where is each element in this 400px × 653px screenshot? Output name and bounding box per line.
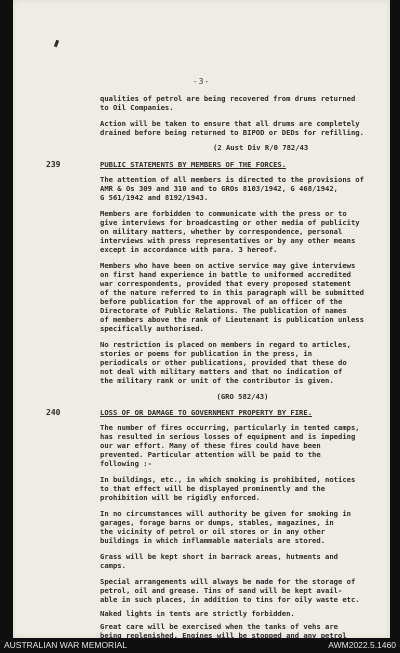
text-line: the vicinity of petrol or oil stores or in any other [100,527,326,536]
section-heading: PUBLIC STATEMENTS BY MEMBERS OF THE FORCES. [100,160,287,169]
text-line: camps. [100,561,126,570]
text-line: In no circumstances will authority be given for smoking in [100,509,351,518]
text-line: our war effort. Many of these fires could have been [100,441,321,450]
text-line: Special arrangements will always be made for the storage of [100,577,356,586]
reference-line: (2 Aust Div R/0 782/43 [213,143,309,152]
text-line: drained before being returned to BIPOD or DEDs for refilling. [100,128,364,137]
text-line: of members above the rank of Lieutenant is publication unless [100,315,364,324]
text-line: to that effect will be displayed prominently and the [100,484,326,493]
text-line: being replenished. Engines will be stopped and any petrol [100,631,347,638]
reference-line: (GRO 582/43) [216,392,269,401]
text-line: The number of fires occurring, particularly in tented camps, [100,423,360,432]
text-line: No restriction is placed on members in regard to articles, [100,340,351,349]
text-line: prohibition will be rigidly enforced. [100,493,261,502]
text-line: qualities of petrol are being recovered from drums returned [100,94,356,103]
text-line: on military matters, whether by correspondence, personal [100,227,343,236]
text-line: the military rank or unit of the contributor is given. [100,376,334,385]
text-line: not deal with military matters and that no indication of [100,367,343,376]
document-page [13,0,390,638]
text-line: specifically authorised. [100,324,204,333]
text-line: Grass will be kept short in barrack areas, hutments and [100,552,338,561]
text-line: stories or poems for publication in the press, in [100,349,313,358]
text-line: Great care will be exercised when the tanks of vehs are [100,622,338,631]
text-line: In buildings, etc., in which smoking is prohibited, notices [100,475,356,484]
text-line: prevented. Particular attention will be paid to the [100,450,321,459]
text-line: garages, forage barns or dumps, stables, magazines, in [100,518,334,527]
footer-item-id: AWM2022.5.1460 [328,640,396,650]
text-line: following :- [100,459,152,468]
text-line: buildings in which inflammable materials are stored. [100,536,326,545]
text-line: The attention of all members is directed to the provisions of [100,175,364,184]
text-line: Action will be taken to ensure that all drums are completely [100,119,360,128]
text-line: Members are forbidden to communicate with the press or to [100,209,347,218]
text-line: periodicals or other publications, provided that these do [100,358,347,367]
text-line: Directorate of Public Relations. The publication of names [100,306,347,315]
text-line: Members who have been on active service may give interviews [100,261,356,270]
text-line: has resulted in serious losses of equipment and is impeding [100,432,356,441]
page-number: -3- [192,77,211,86]
text-line: of the nature referred to in this paragraph will be submitted [100,288,364,297]
section-number: 239 [46,160,61,169]
text-line: G 561/1942 and 8192/1943. [100,193,209,202]
text-line: Naked lights in tents are strictly forbidden. [100,609,295,618]
text-line: on first hand experience in battle to uniformed accredited [100,270,351,279]
text-line: except in accordance with para. 3 hereof. [100,245,278,254]
text-line: able in such places, in addition to tins for oily waste etc. [100,595,360,604]
text-line: to Oil Companies. [100,103,174,112]
archive-footer [0,638,400,653]
section-heading: LOSS OF OR DAMAGE TO GOVERNMENT PROPERTY BY FIRE. [100,408,313,417]
text-line: AMR & Os 309 and 310 and to GROs 8103/1942, G 468/1942, [100,184,338,193]
text-line: before publication for the approval of an officer of the [100,297,343,306]
ink-mark [54,40,59,48]
section-number: 240 [46,408,61,417]
text-line: interviews with press representatives or by any other means [100,236,356,245]
footer-archive-name: AUSTRALIAN WAR MEMORIAL [4,640,127,650]
text-line: give interviews for broadcasting or other media of publicity [100,218,360,227]
text-line: war correspondents, provided that every proposed statement [100,279,351,288]
text-line: petrol, oil and grease. Tins of sand will be kept avail- [100,586,343,595]
